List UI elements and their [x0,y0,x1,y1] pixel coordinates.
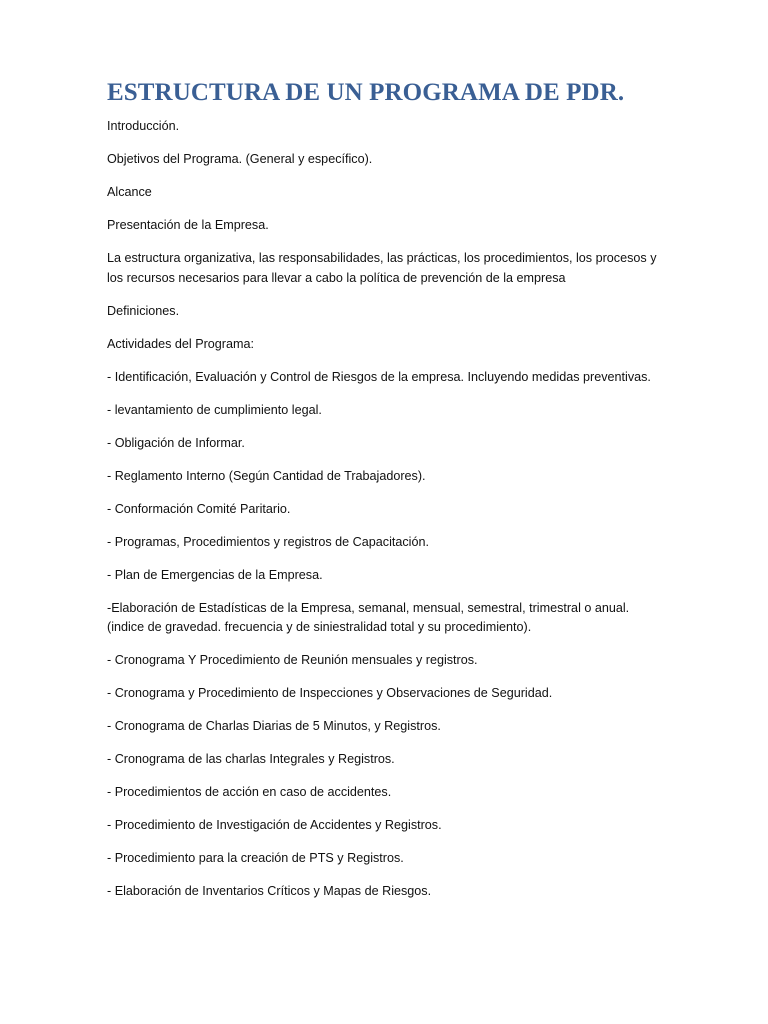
paragraph [107,368,667,388]
paragraph-line: - Cronograma de las charlas Integrales y Registros. [107,752,395,766]
paragraph [107,750,667,770]
paragraph-line: - Reglamento Interno (Según Cantidad de Trabajadores). [107,468,426,483]
paragraph [107,500,667,520]
paragraph [107,717,667,737]
paragraph-line: - Cronograma de Charlas Diarias de 5 Minutos, y Registros. [107,719,441,733]
paragraph-line: - Conformación Comité Paritario. [107,501,291,516]
paragraph-line: - Cronograma y Procedimiento de Inspecciones y Observaciones de Seguridad. [107,686,553,700]
paragraph-line: Actividades del Programa: [107,336,254,351]
paragraph-line: Objetivos del Programa. (General y específico). [107,152,373,166]
paragraph-line: los recursos necesarios para llevar a cabo la política de prevención de la empresa [107,270,566,285]
paragraph [107,651,667,671]
paragraph [107,783,667,803]
paragraph-line: Definiciones. [107,303,180,318]
paragraph [107,599,667,638]
paragraph [107,216,667,236]
paragraph-line: Introducción. [107,119,180,133]
paragraph [107,849,667,869]
paragraph-line: -Elaboración de Estadísticas de la Empresa, semanal, mensual, semestral, trimestral o anual. [107,600,630,615]
paragraph [107,401,667,421]
paragraph-line: - Plan de Emergencias de la Empresa. [107,567,323,582]
paragraph-line: - Procedimiento de Investigación de Accidentes y Registros. [107,818,442,832]
paragraph [107,434,667,454]
paragraph-line: - Obligación de Informar. [107,435,245,450]
paragraph-line: - Programas, Procedimientos y registros de Capacitación. [107,534,429,549]
paragraph [107,816,667,836]
paragraph-line: Presentación de la Empresa. [107,218,269,232]
paragraph [107,150,667,170]
paragraph [107,302,667,322]
paragraph [107,249,667,288]
paragraph-line: - Procedimientos de acción en caso de accidentes. [107,785,392,799]
paragraph-line: Alcance [107,185,152,199]
paragraph-line: La estructura organizativa, las responsabilidades, las prácticas, los procedimientos, los procesos y [107,251,657,265]
paragraph [107,335,667,355]
paragraph [107,882,667,902]
document-title: ESTRUCTURA DE UN PROGRAMA DE PDR. [107,79,625,106]
paragraph [107,183,667,203]
document-body [107,117,667,902]
paragraph-line: - levantamiento de cumplimiento legal. [107,402,322,417]
paragraph-line: - Procedimiento para la creación de PTS y Registros. [107,851,404,865]
paragraph-line: - Identificación, Evaluación y Control de Riesgos de la empresa. Incluyendo medidas preventivas. [107,369,651,384]
paragraph [107,684,667,704]
document-page [107,78,667,915]
paragraph [107,467,667,487]
paragraph [107,117,667,137]
paragraph-line: (indice de gravedad. frecuencia y de siniestralidad total y su procedimiento). [107,620,532,634]
paragraph-line: - Elaboración de Inventarios Críticos y Mapas de Riesgos. [107,884,432,898]
paragraph-line: - Cronograma Y Procedimiento de Reunión mensuales y registros. [107,653,478,667]
paragraph [107,566,667,586]
paragraph [107,533,667,553]
